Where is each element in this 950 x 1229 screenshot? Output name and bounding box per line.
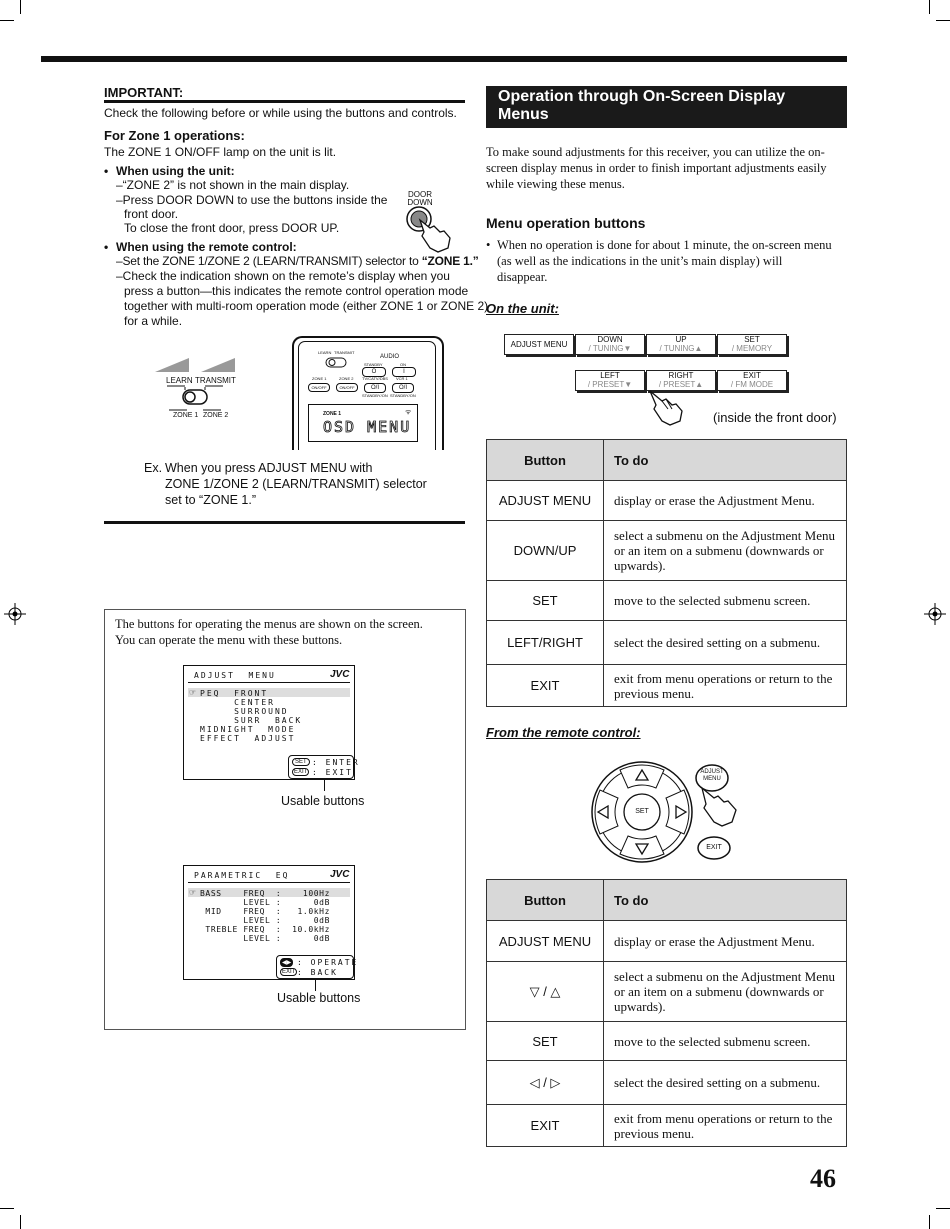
osd1-line-1: CENTER — [200, 698, 275, 707]
osd1-set-text: : ENTER — [312, 758, 360, 767]
note-line-1: When no operation is done for about 1 minute, the on-screen menu — [497, 238, 832, 252]
remote-item-2d: for a while. — [124, 314, 183, 328]
unit-left-button[interactable] — [575, 370, 645, 391]
note-line-3: disappear. — [497, 270, 548, 284]
unit-down-button[interactable] — [575, 334, 645, 355]
remote-adjust-menu-label — [697, 769, 727, 783]
table1-cell-button: EXIT — [487, 665, 604, 707]
table-row — [487, 621, 847, 665]
osd2-operate-key: ◀▶ — [282, 960, 292, 966]
remote-display-text: OSD MENU — [323, 418, 412, 436]
switch-label-zone2: ZONE 2 — [203, 412, 229, 419]
remote-display — [308, 404, 418, 442]
osd2-line-2: MID FREQ : 1.0kHz — [200, 907, 330, 916]
remote-audio: AUDIO — [380, 354, 400, 360]
unit-buttons-table — [486, 439, 847, 707]
remote-item-2c: together with multi-room operation mode (either ZONE 1 or ZONE 2) — [124, 299, 489, 313]
table2-cell-todo: select the desired setting on a submenu. — [604, 1061, 847, 1105]
remote-standby: STANDBY — [364, 362, 383, 367]
crop-mark — [20, 0, 21, 14]
remote-item-2b: press a button—this indicates the remote control operation mode — [124, 284, 469, 298]
unit-up-button[interactable] — [646, 334, 716, 355]
osd-info-box — [104, 609, 466, 1030]
table2-cell-button: SET — [487, 1022, 604, 1061]
usable2-leader — [315, 979, 316, 991]
table1-cell-todo: select a submenu on the Adjustment Menu or an item on a submenu (downwards or upwards). — [604, 521, 847, 581]
unit-adjust-menu-button[interactable] — [504, 334, 574, 355]
remote-switch-icon — [322, 355, 352, 369]
osd2-pointer-icon: ☞ — [189, 888, 197, 897]
osd2-title: PARAMETRIC EQ — [194, 871, 290, 880]
table-row — [487, 581, 847, 621]
table2-header-button: Button — [487, 880, 604, 921]
remote-item-2a: –Check the indication shown on the remote’s display when you — [116, 269, 450, 283]
crop-mark — [20, 1215, 21, 1229]
note-bullet: • — [486, 238, 491, 252]
crop-mark — [929, 0, 930, 14]
remote-transmit: TRANSMIT — [334, 350, 355, 355]
osd-parametric-eq-screen — [183, 865, 359, 980]
crop-mark — [936, 1208, 950, 1209]
remote-zone1: ZONE 1 — [312, 376, 327, 381]
table-row — [487, 1061, 847, 1105]
table2-cell-todo: exit from menu operations or return to the previous menu. — [604, 1105, 847, 1147]
table2-cell-button: ◁ / ▷ — [487, 1061, 604, 1105]
important-rule — [104, 100, 465, 103]
remote-display-zone: ZONE 1 — [323, 411, 342, 417]
unit-exit-label: EXIT — [743, 371, 761, 380]
table1-header-todo: To do — [604, 440, 847, 481]
unit-up-sub: / TUNING▲ — [659, 344, 703, 353]
caption-line-3: set to “ZONE 1.” — [165, 493, 256, 507]
remote-vcr: VCR 1 — [396, 376, 408, 381]
osd2-title-rule — [188, 882, 350, 883]
switch-label-learn: LEARN — [166, 376, 193, 385]
unit-left-sub: / PRESET▼ — [587, 380, 633, 389]
caption-line-2: ZONE 1/ZONE 2 (LEARN/TRANSMIT) selector — [165, 477, 427, 491]
crop-mark — [929, 1215, 930, 1229]
osd1-line-4: MIDNIGHT MODE — [200, 725, 296, 734]
table1-cell-button: SET — [487, 581, 604, 621]
table2-cell-button: ADJUST MENU — [487, 921, 604, 962]
remote-set-label: SET — [635, 808, 649, 815]
unit-right-label: RIGHT — [668, 371, 694, 380]
remote-learn: LEARN — [318, 350, 332, 355]
unit-down-sub: / TUNING▼ — [588, 344, 632, 353]
usable1-leader — [324, 779, 325, 791]
table2-cell-todo: select a submenu on the Adjustment Menu or an item on a submenu (downwards or upwards). — [604, 962, 847, 1022]
switch-label-transmit: TRANSMIT — [195, 376, 236, 385]
top-bar — [41, 56, 847, 62]
crop-mark — [936, 20, 950, 21]
important-heading: IMPORTANT: — [104, 85, 184, 100]
unit-heading: When using the unit: — [116, 164, 235, 178]
table1-cell-todo: move to the selected submenu screen. — [604, 581, 847, 621]
table1-cell-button: DOWN/UP — [487, 521, 604, 581]
osd-adjust-menu-screen — [183, 665, 360, 780]
table-row — [487, 962, 847, 1022]
osd2-exit-key: EXIT — [282, 969, 296, 975]
remote-item-1 — [116, 254, 479, 269]
inside-front-door-label: (inside the front door) — [713, 410, 837, 425]
table1-cell-button: LEFT/RIGHT — [487, 621, 604, 665]
remote-tv: TV/CATV/DBS — [362, 376, 388, 381]
remote-zone2: ZONE 2 — [339, 376, 354, 381]
osd1-line-5: EFFECT ADJUST — [200, 734, 296, 743]
remote-signal-icon: ᯤ — [405, 409, 412, 416]
crop-mark — [0, 1208, 14, 1209]
osd1-set-key: SET — [292, 758, 310, 766]
table1-cell-button: ADJUST MENU — [487, 481, 604, 521]
unit-up-label: UP — [675, 335, 687, 344]
osd2-line-1: LEVEL : 0dB — [200, 898, 330, 907]
unit-adjust-label: ADJUST MENU — [510, 340, 568, 349]
osd1-line-2: SURROUND — [200, 707, 289, 716]
remote-heading: When using the remote control: — [116, 240, 297, 254]
remote-vcr-button: O/I — [392, 383, 414, 393]
intro-line-1: To make sound adjustments for this receiver, you can utilize the on- — [486, 145, 825, 159]
box-line-1: The buttons for operating the menus are shown on the screen. — [115, 617, 423, 631]
osd1-exit-text: : EXIT — [312, 768, 353, 777]
unit-item-1: –“ZONE 2” is not shown in the main display. — [116, 178, 350, 192]
osd2-usable-buttons — [276, 955, 359, 979]
important-bottom-rule — [104, 521, 465, 524]
on-unit-label: On the unit: — [486, 301, 559, 316]
remote-item-1-bold: “ZONE 1.” — [421, 254, 479, 268]
zone1-lamp-text: The ZONE 1 ON/OFF lamp on the unit is lit. — [104, 145, 337, 159]
osd2-line-5: LEVEL : 0dB — [200, 934, 330, 943]
osd1-line-3: SURR BACK — [200, 716, 303, 725]
table1-cell-todo: select the desired setting on a submenu. — [604, 621, 847, 665]
remote-standby-on-1: STANDBY/ON — [362, 393, 388, 398]
remote-buttons-table — [486, 879, 847, 1147]
table1-header-button: Button — [487, 440, 604, 481]
remote-item-1-text: –Set the ZONE 1/ZONE 2 (LEARN/TRANSMIT) selector to — [116, 254, 422, 268]
osd2-operate-text: : OPERATE — [297, 958, 359, 967]
table2-cell-button: EXIT — [487, 1105, 604, 1147]
menu-operation-heading: Menu operation buttons — [486, 215, 646, 231]
door-label-1: DOOR — [408, 190, 432, 199]
osd2-line-3: LEVEL : 0dB — [200, 916, 330, 925]
note-line-2: (as well as the indications in the unit’s main display) will — [497, 254, 783, 268]
table1-cell-todo: display or erase the Adjustment Menu. — [604, 481, 847, 521]
section-title: Operation through On-Screen Display Menus — [486, 86, 847, 128]
switch-label-zone1: ZONE 1 — [173, 412, 199, 419]
registration-mark-right — [924, 603, 946, 625]
osd1-usable-buttons — [288, 755, 360, 779]
remote-adjust-label-2: MENU — [703, 776, 721, 782]
page-number: 46 — [810, 1164, 836, 1193]
unit-bullet: • — [104, 164, 109, 178]
osd2-brand-logo: JVC — [330, 869, 350, 880]
crop-mark — [0, 20, 14, 21]
osd1-title: ADJUST MENU — [194, 671, 276, 680]
door-down-button-icon — [404, 206, 462, 254]
unit-set-button[interactable] — [717, 334, 787, 355]
osd2-exit-text: : BACK — [297, 968, 338, 977]
from-remote-label: From the remote control: — [486, 725, 641, 740]
table1-cell-todo: exit from menu operations or return to the previous menu. — [604, 665, 847, 707]
registration-mark-left — [4, 603, 26, 625]
unit-exit-button[interactable] — [717, 370, 787, 391]
door-label — [402, 191, 438, 207]
osd1-line-0: PEQ FRONT — [200, 689, 269, 698]
table-row — [487, 665, 847, 707]
usable-buttons-label-2: Usable buttons — [277, 991, 361, 1005]
unit-exit-sub: / FM MODE — [730, 380, 774, 389]
intro-line-3: while viewing these menus. — [486, 177, 625, 191]
hand-pointer-icon — [646, 387, 696, 427]
table2-header-todo: To do — [604, 880, 847, 921]
box-line-2: You can operate the menu with these buttons. — [115, 633, 343, 647]
remote-bullet: • — [104, 240, 109, 254]
usable-buttons-label-1: Usable buttons — [281, 794, 365, 808]
caption-ex: Ex. — [144, 461, 163, 475]
intro-line-2: screen display menus in order to finish important adjustments easily — [486, 161, 827, 175]
osd1-title-rule — [188, 682, 350, 683]
remote-figure — [292, 336, 444, 450]
unit-left-label: LEFT — [600, 371, 620, 380]
unit-right-sub: / PRESET▲ — [658, 380, 704, 389]
table2-cell-todo: display or erase the Adjustment Menu. — [604, 921, 847, 962]
remote-adjust-label-1: ADJUST — [700, 769, 724, 775]
caption-line-1: When you press ADJUST MENU with — [165, 461, 373, 475]
table-row — [487, 1022, 847, 1061]
table2-cell-button: ▽ / △ — [487, 962, 604, 1022]
unit-down-label: DOWN — [597, 335, 623, 344]
unit-set-label: SET — [744, 335, 760, 344]
remote-zone2-onoff: ON/OFF — [336, 383, 358, 392]
door-label-2: DOWN — [407, 198, 433, 207]
zone1-heading: For Zone 1 operations: — [104, 128, 245, 143]
osd2-line-0: BASS FREQ : 100Hz — [200, 889, 330, 898]
table-row — [487, 481, 847, 521]
remote-zone1-onoff: ON/OFF — [308, 383, 330, 392]
unit-item-2b: front door. — [124, 207, 179, 221]
remote-on: ON — [400, 362, 406, 367]
table-row — [487, 1105, 847, 1147]
remote-standby-on-2: STANDBY/ON — [390, 393, 416, 398]
remote-on-button: I — [392, 367, 416, 377]
remote-standby-button: O — [362, 367, 386, 377]
osd2-line-4: TREBLE FREQ : 10.0kHz — [200, 925, 330, 934]
osd1-brand-logo: JVC — [330, 669, 350, 680]
table-row — [487, 921, 847, 962]
table-row — [487, 521, 847, 581]
osd1-pointer-icon: ☞ — [189, 688, 197, 697]
table2-cell-todo: move to the selected submenu screen. — [604, 1022, 847, 1061]
important-intro: Check the following before or while using the buttons and controls. — [104, 106, 457, 120]
unit-item-2: –Press DOOR DOWN to use the buttons inside the — [116, 193, 388, 207]
remote-exit-label: EXIT — [706, 844, 722, 851]
osd1-exit-key: EXIT — [294, 769, 308, 775]
remote-tv-button: O/I — [364, 383, 386, 393]
unit-set-sub: / MEMORY — [731, 344, 773, 353]
unit-item-2c: To close the front door, press DOOR UP. — [124, 221, 340, 235]
